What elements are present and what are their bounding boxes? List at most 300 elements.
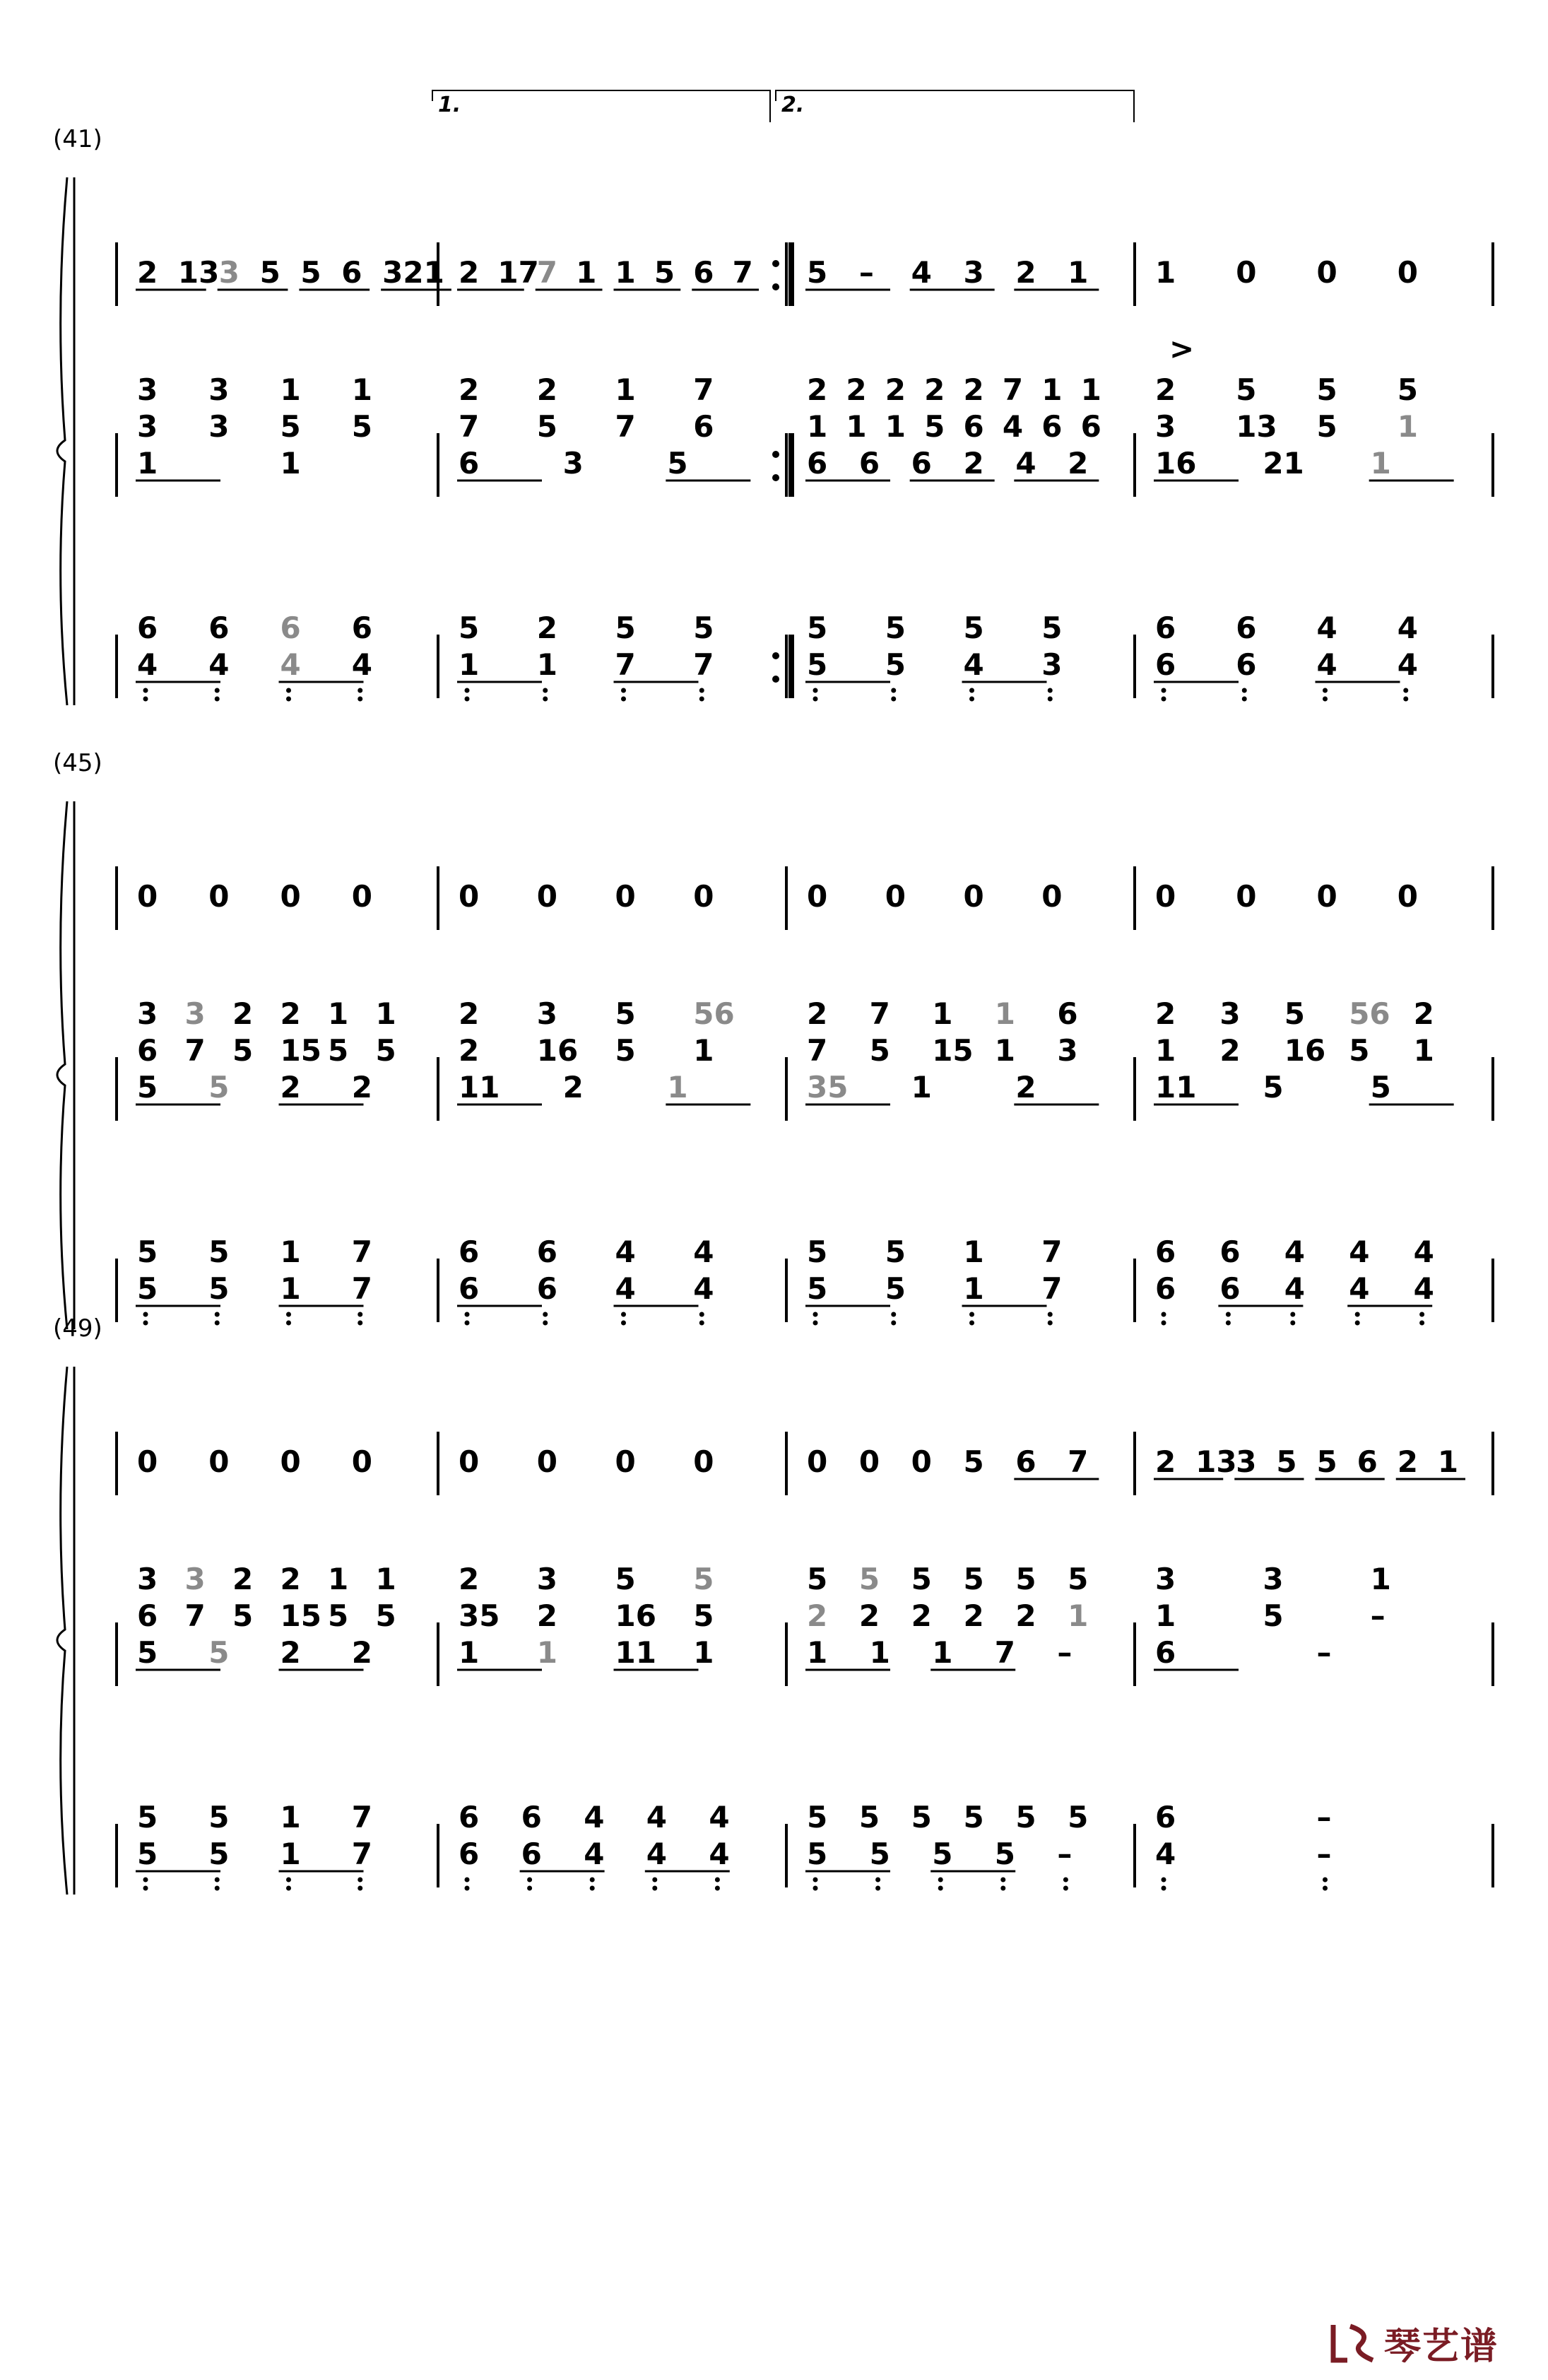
note-digit: 2 <box>1397 1444 1418 1479</box>
note-digit: 0 <box>536 1444 557 1479</box>
note-digit: 6 <box>459 446 480 481</box>
octave-dot <box>143 1886 148 1891</box>
note-digit: 4 <box>1349 1271 1370 1306</box>
note-digit: 7 <box>693 647 714 682</box>
note-digit: 0 <box>1397 255 1418 290</box>
note-digit: 4 <box>911 255 932 290</box>
note-digit: 0 <box>459 1444 480 1479</box>
note-digit: 2 <box>1155 372 1176 407</box>
note-digit: 3 <box>137 996 158 1031</box>
note-digit: 2 <box>924 372 945 407</box>
note-digit: 5 <box>1068 1800 1089 1834</box>
note-digit: 5 <box>1316 372 1337 407</box>
note-digit: 4 <box>1413 1271 1434 1306</box>
note-digit: 4 <box>1155 1837 1176 1871</box>
octave-dot <box>969 697 974 702</box>
octave-dot <box>875 1886 880 1891</box>
note-digit: 0 <box>459 879 480 914</box>
octave-dot <box>143 1321 148 1326</box>
note-digit: 0 <box>208 879 230 914</box>
octave-dot <box>813 1312 818 1317</box>
note-digit: 6 <box>1357 1444 1378 1479</box>
octave-dot <box>891 1321 896 1326</box>
note-digit: 2 <box>1155 1444 1176 1479</box>
note-digit: 2 <box>280 1070 301 1104</box>
octave-dot <box>286 688 291 693</box>
note-digit: 1 <box>932 1635 953 1670</box>
note-digit: 5 <box>807 1271 828 1306</box>
note-digit: – <box>1316 1800 1332 1834</box>
note-digit: 5 <box>807 1235 828 1269</box>
note-digit: 4 <box>280 647 301 682</box>
note-digit: 0 <box>885 879 906 914</box>
note-digit: 5 <box>137 1235 158 1269</box>
note-digit: 1 <box>1155 1033 1176 1068</box>
note-digit: 4 <box>351 647 372 682</box>
note-digit: 7 <box>615 647 636 682</box>
accent-mark: > <box>1169 331 1195 366</box>
note-digit: 6 <box>1219 1235 1241 1269</box>
note-digit: 4 <box>1413 1235 1434 1269</box>
note-digit: 0 <box>911 1444 932 1479</box>
note-digit: 5 <box>375 1033 396 1068</box>
note-digit: 2 <box>280 996 301 1031</box>
note-digit: 16 <box>615 1598 656 1633</box>
octave-dot <box>1403 697 1408 702</box>
note-digit: 1 <box>1041 372 1063 407</box>
grand-staff-brace <box>57 801 67 1329</box>
note-digit: 1 <box>280 1800 301 1834</box>
octave-dot <box>938 1886 943 1891</box>
note-digit: 2 <box>351 1635 372 1670</box>
note-digit: 5 <box>208 1635 230 1670</box>
note-digit: 2 <box>963 446 984 481</box>
note-digit: 1 <box>1155 255 1176 290</box>
note-digit: 5 <box>615 996 636 1031</box>
octave-dot <box>143 1312 148 1317</box>
note-digit: 0 <box>351 879 372 914</box>
note-digit: 1 <box>615 255 636 290</box>
note-digit: 0 <box>351 1444 372 1479</box>
note-digit: 0 <box>1041 879 1063 914</box>
octave-dot <box>590 1878 595 1883</box>
note-digit: 5 <box>137 1800 158 1834</box>
note-digit: 13 <box>1236 409 1277 444</box>
note-digit: 5 <box>615 1562 636 1596</box>
octave-dot <box>1162 688 1166 693</box>
note-digit: 1 <box>994 1033 1016 1068</box>
octave-dot <box>699 688 704 693</box>
note-digit: 4 <box>584 1800 605 1834</box>
note-digit: 2 <box>232 996 254 1031</box>
grand-staff-brace <box>57 1367 67 1895</box>
note-digit: 1 <box>576 255 597 290</box>
note-digit: 1 <box>963 1271 984 1306</box>
octave-dot <box>621 1312 626 1317</box>
note-digit: 5 <box>1041 611 1063 645</box>
note-digit: 7 <box>351 1271 372 1306</box>
note-digit: 6 <box>693 255 714 290</box>
note-digit: 2 <box>1015 255 1036 290</box>
note-digit: 0 <box>807 879 828 914</box>
note-digit: 5 <box>137 1837 158 1871</box>
note-digit: 0 <box>615 1444 636 1479</box>
note-digit: 4 <box>208 647 230 682</box>
note-digit: 4 <box>1015 446 1036 481</box>
note-digit: 0 <box>1316 255 1337 290</box>
note-digit: 3 <box>208 372 230 407</box>
octave-dot <box>215 1878 220 1883</box>
note-digit: 3 <box>536 1562 557 1596</box>
note-digit: 5 <box>885 647 906 682</box>
note-digit: 15 <box>280 1033 321 1068</box>
note-digit: 2 <box>1015 1598 1036 1633</box>
note-digit: 2 <box>232 1562 254 1596</box>
note-digit: 2 <box>459 372 480 407</box>
note-digit: 7 <box>732 255 753 290</box>
note-digit: 0 <box>858 1444 880 1479</box>
note-digit: 1 <box>807 409 828 444</box>
note-digit: 2 <box>885 372 906 407</box>
note-digit: 5 <box>208 1235 230 1269</box>
octave-dot <box>891 1312 896 1317</box>
octave-dot <box>969 1321 974 1326</box>
octave-dot <box>465 697 470 702</box>
octave-dot <box>543 1312 548 1317</box>
note-digit: 1 <box>280 1271 301 1306</box>
note-digit: 0 <box>807 1444 828 1479</box>
note-digit: 6 <box>1080 409 1101 444</box>
note-digit: 2 <box>807 372 828 407</box>
note-digit: 3 <box>963 255 984 290</box>
measure-number: (41) <box>53 125 102 153</box>
note-digit: 6 <box>459 1271 480 1306</box>
note-digit: 3 <box>184 1562 206 1596</box>
note-digit: 2 <box>351 1070 372 1104</box>
note-digit: 1 <box>1370 1562 1391 1596</box>
note-digit: 6 <box>459 1837 480 1871</box>
octave-dot <box>465 1321 470 1326</box>
octave-dot <box>891 697 896 702</box>
octave-dot <box>1048 688 1053 693</box>
note-digit: 5 <box>932 1837 953 1871</box>
note-digit: 7 <box>693 372 714 407</box>
note-digit: 5 <box>232 1033 254 1068</box>
qinyipu-logo <box>1329 2318 1499 2367</box>
octave-dot <box>1162 1312 1166 1317</box>
note-digit: 21 <box>1263 446 1304 481</box>
note-digit: 7 <box>807 1033 828 1068</box>
note-digit: 5 <box>375 1598 396 1633</box>
note-digit: 2 <box>536 611 557 645</box>
note-digit: 4 <box>1316 611 1337 645</box>
note-digit: 5 <box>885 611 906 645</box>
note-digit: 2 <box>1413 996 1434 1031</box>
octave-dot <box>286 1321 291 1326</box>
note-digit: 1 <box>351 372 372 407</box>
note-digit: 7 <box>351 1235 372 1269</box>
note-digit: 0 <box>1397 879 1418 914</box>
note-digit: 5 <box>1263 1598 1284 1633</box>
octave-dot <box>875 1878 880 1883</box>
note-digit: 13 <box>1195 1444 1237 1479</box>
octave-dot <box>590 1886 595 1891</box>
note-digit: 1 <box>280 1235 301 1269</box>
note-digit: 0 <box>1236 879 1257 914</box>
note-digit: 5 <box>1263 1070 1284 1104</box>
note-digit: 5 <box>807 647 828 682</box>
note-digit: 1 <box>1413 1033 1434 1068</box>
note-digit: 2 <box>858 1598 880 1633</box>
note-digit: 0 <box>963 879 984 914</box>
note-digit: 6 <box>536 1235 557 1269</box>
octave-dot <box>358 697 362 702</box>
octave-dot <box>969 1312 974 1317</box>
note-digit: 5 <box>300 255 321 290</box>
note-digit: 1 <box>459 647 480 682</box>
note-digit: 5 <box>994 1837 1016 1871</box>
note-digit: 5 <box>1236 372 1257 407</box>
note-digit: 2 <box>911 1598 932 1633</box>
note-digit: 0 <box>693 879 714 914</box>
note-digit: 6 <box>1155 1635 1176 1670</box>
note-digit: 7 <box>869 996 890 1031</box>
note-digit: 2 <box>536 1598 557 1633</box>
note-digit: 1 <box>1068 1598 1089 1633</box>
note-digit: 5 <box>654 255 675 290</box>
note-digit: 56 <box>1349 996 1390 1031</box>
octave-dot <box>215 697 220 702</box>
note-digit: 5 <box>208 1837 230 1871</box>
note-digit: 1 <box>615 372 636 407</box>
note-digit: 5 <box>1284 996 1306 1031</box>
octave-dot <box>1226 1321 1231 1326</box>
note-digit: – <box>1316 1837 1332 1871</box>
note-digit: 3 <box>562 446 584 481</box>
note-digit: 3 <box>1155 1562 1176 1596</box>
note-digit: 35 <box>459 1598 500 1633</box>
note-digit: 2 <box>562 1070 584 1104</box>
octave-dot <box>1048 1321 1053 1326</box>
repeat-dot <box>772 260 779 267</box>
note-digit: 5 <box>1370 1070 1391 1104</box>
note-digit: 5 <box>858 1562 880 1596</box>
octave-dot <box>358 1886 362 1891</box>
octave-dot <box>465 1878 470 1883</box>
qinyipu-logo-icon <box>1329 2319 1380 2366</box>
note-digit: 3 <box>1155 409 1176 444</box>
octave-dot <box>543 688 548 693</box>
note-digit: 5 <box>137 1070 158 1104</box>
note-digit: 5 <box>963 1444 984 1479</box>
note-digit: 2 <box>963 372 984 407</box>
note-digit: 1 <box>1397 409 1418 444</box>
octave-dot <box>1242 697 1247 702</box>
octave-dot <box>1323 1886 1328 1891</box>
note-digit: 5 <box>1276 1444 1297 1479</box>
note-digit: 5 <box>807 1837 828 1871</box>
note-digit: 4 <box>1284 1271 1306 1306</box>
note-digit: 0 <box>693 1444 714 1479</box>
note-digit: 5 <box>924 409 945 444</box>
octave-dot <box>215 688 220 693</box>
note-digit: 5 <box>911 1562 932 1596</box>
note-digit: 4 <box>693 1235 714 1269</box>
note-digit: – <box>858 255 874 290</box>
note-digit: 5 <box>1397 372 1418 407</box>
octave-dot <box>699 1312 704 1317</box>
note-digit: 1 <box>536 1635 557 1670</box>
note-digit: 0 <box>615 879 636 914</box>
note-digit: 2 <box>280 1562 301 1596</box>
octave-dot <box>938 1878 943 1883</box>
note-digit: 2 <box>459 255 480 290</box>
octave-dot <box>1162 1321 1166 1326</box>
note-digit: 2 <box>807 1598 828 1633</box>
note-digit: 56 <box>693 996 735 1031</box>
octave-dot <box>621 697 626 702</box>
note-digit: 13 <box>177 255 220 290</box>
note-digit: 1 <box>693 1033 714 1068</box>
note-digit: 4 <box>1284 1235 1306 1269</box>
note-digit: 15 <box>932 1033 974 1068</box>
note-digit: 4 <box>615 1271 636 1306</box>
note-digit: 11 <box>459 1070 500 1104</box>
note-digit: 6 <box>1155 1271 1176 1306</box>
note-digit: 5 <box>615 1033 636 1068</box>
note-digit: 1 <box>375 1562 396 1596</box>
note-digit: 1 <box>911 1070 932 1104</box>
note-digit: 6 <box>807 446 828 481</box>
octave-dot <box>1242 688 1247 693</box>
note-digit: 0 <box>208 1444 230 1479</box>
note-digit: 3 <box>184 996 206 1031</box>
note-digit: 3 <box>1041 647 1063 682</box>
note-digit: 6 <box>521 1800 542 1834</box>
note-digit: 4 <box>709 1800 730 1834</box>
note-digit: 5 <box>693 1598 714 1633</box>
note-digit: 6 <box>1041 409 1063 444</box>
note-digit: 5 <box>963 611 984 645</box>
note-digit: 5 <box>1068 1562 1089 1596</box>
octave-dot <box>465 688 470 693</box>
octave-dot <box>699 697 704 702</box>
repeat-dot <box>772 676 779 683</box>
note-digit: 3 <box>137 1562 158 1596</box>
note-digit: 4 <box>1002 409 1024 444</box>
measure-number: (45) <box>53 749 102 777</box>
octave-dot <box>143 1878 148 1883</box>
note-digit: 6 <box>858 446 880 481</box>
octave-dot <box>286 1878 291 1883</box>
note-digit: – <box>1316 1635 1332 1670</box>
note-digit: 6 <box>459 1800 480 1834</box>
note-digit: 3 <box>137 372 158 407</box>
octave-dot <box>813 1321 818 1326</box>
note-digit: 0 <box>1236 255 1257 290</box>
note-digit: 4 <box>1397 611 1418 645</box>
note-digit: 2 <box>963 1598 984 1633</box>
octave-dot <box>215 1321 220 1326</box>
note-digit: 1 <box>1437 1444 1459 1479</box>
note-digit: 5 <box>459 611 480 645</box>
note-digit: 3 <box>218 255 240 290</box>
note-digit: 4 <box>646 1800 668 1834</box>
note-digit: 1 <box>667 1070 688 1104</box>
note-digit: 5 <box>693 611 714 645</box>
note-digit: 5 <box>232 1598 254 1633</box>
note-digit: 4 <box>646 1837 668 1871</box>
note-digit: 4 <box>693 1271 714 1306</box>
note-digit: 7 <box>459 409 480 444</box>
octave-dot <box>527 1886 532 1891</box>
repeat-dot <box>772 451 779 458</box>
note-digit: 5 <box>259 255 280 290</box>
octave-dot <box>286 697 291 702</box>
note-digit: – <box>1370 1598 1385 1633</box>
note-digit: 2 <box>1155 996 1176 1031</box>
note-digit: 6 <box>963 409 984 444</box>
note-digit: 6 <box>693 409 714 444</box>
note-digit: 15 <box>280 1598 321 1633</box>
note-digit: 5 <box>137 1635 158 1670</box>
note-digit: 6 <box>1236 611 1257 645</box>
note-digit: 5 <box>328 1033 349 1068</box>
note-digit: 5 <box>208 1271 230 1306</box>
note-digit: 1 <box>1080 372 1101 407</box>
note-digit: 321 <box>382 255 444 290</box>
note-digit: 6 <box>459 1235 480 1269</box>
note-digit: 6 <box>1155 611 1176 645</box>
note-digit: 4 <box>584 1837 605 1871</box>
note-digit: 6 <box>341 255 362 290</box>
note-digit: 2 <box>846 372 867 407</box>
note-digit: 16 <box>1284 1033 1326 1068</box>
octave-dot <box>465 1312 470 1317</box>
octave-dot <box>891 688 896 693</box>
octave-dot <box>715 1886 720 1891</box>
note-digit: 6 <box>137 1033 158 1068</box>
note-digit: 5 <box>536 409 557 444</box>
note-digit: 1 <box>328 1562 349 1596</box>
note-digit: 5 <box>328 1598 349 1633</box>
note-digit: 7 <box>536 255 557 290</box>
note-digit: 7 <box>994 1635 1016 1670</box>
note-digit: 3 <box>536 996 557 1031</box>
octave-dot <box>813 688 818 693</box>
octave-dot <box>215 1886 220 1891</box>
octave-dot <box>527 1878 532 1883</box>
note-digit: 5 <box>1015 1800 1036 1834</box>
system-3 <box>53 1314 1493 1895</box>
note-digit: 7 <box>1002 372 1024 407</box>
note-digit: 7 <box>351 1800 372 1834</box>
octave-dot <box>652 1878 657 1883</box>
note-digit: 4 <box>709 1837 730 1871</box>
note-digit: 6 <box>1155 1235 1176 1269</box>
note-digit: 5 <box>1349 1033 1370 1068</box>
note-digit: 4 <box>1397 647 1418 682</box>
note-digit: 0 <box>280 879 301 914</box>
note-digit: 0 <box>1316 879 1337 914</box>
note-digit: 6 <box>911 446 932 481</box>
octave-dot <box>1048 1312 1053 1317</box>
note-digit: 3 <box>208 409 230 444</box>
octave-dot <box>215 1312 220 1317</box>
note-digit: 5 <box>1015 1562 1036 1596</box>
octave-dot <box>1290 1321 1295 1326</box>
repeat-dot <box>772 474 779 481</box>
